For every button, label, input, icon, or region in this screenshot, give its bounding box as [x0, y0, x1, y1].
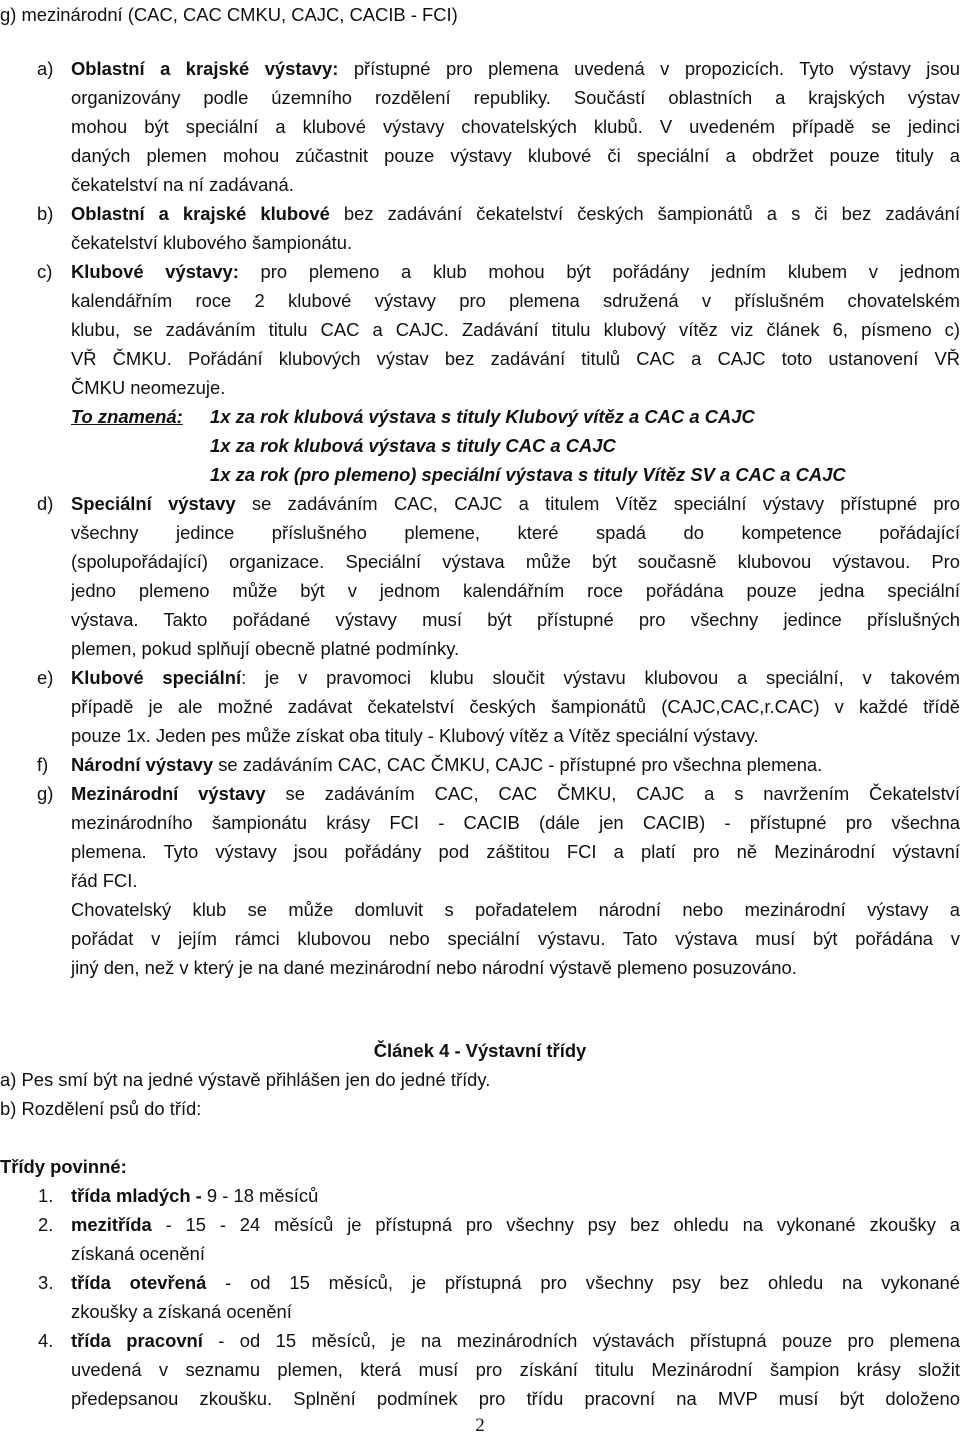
item-g-line-4: řád FCI.	[71, 870, 138, 891]
class-1-number: 1.	[38, 1185, 54, 1206]
classes-heading: Třídy povinné:	[0, 1156, 127, 1177]
class-3-line-1: třída otevřená - od 15 měsíců, je přístupná pro všechny psy bez ohledu na vykonané	[71, 1272, 960, 1293]
item-c-line-5: ČMKU neomezuje.	[71, 377, 226, 398]
item-f-line-1: Národní výstavy se zadáváním CAC, CAC ČMKU, CAJC - přístupné pro všechna plemena.	[71, 754, 823, 775]
article-point-b: b) Rozdělení psů do tříd:	[0, 1098, 202, 1119]
item-b-line-1: Oblastní a krajské klubové bez zadávání čekatelství českých šampionátů a s či bez zadávání	[71, 203, 960, 224]
item-d-line-3: (spolupořádající) organizace. Speciální výstava může být současně klubovou výstavou. Pro	[71, 551, 960, 572]
item-e-line-2: případě je ale možné zadávat čekatelství českých šampionátů (CAJC,CAC,r.CAC) v každé třídě	[71, 696, 960, 717]
class-4-line-1: třída pracovní - od 15 měsíců, je na mezinárodních výstavách přístupná pouze pro plemena	[71, 1330, 960, 1351]
item-g-line-1: Mezinárodní výstavy se zadáváním CAC, CAC ČMKU, CAJC a s navržením Čekatelství	[71, 783, 960, 804]
item-c-line-3: klubu, se zadáváním titulu CAC a CAJC. Zadávání titulu klubový vítěz viz článek 6, písmeno c)	[71, 319, 960, 340]
item-e-line-3: pouze 1x. Jeden pes může získat oba tituly - Klubový vítěz a Vítěz speciální výstavy.	[71, 725, 759, 746]
item-g-label: g)	[37, 783, 54, 804]
item-g-line-7: jiný den, než v který je na dané mezinárodní nebo národní výstavě plemeno posuzováno.	[71, 957, 797, 978]
class-3-number: 3.	[38, 1272, 54, 1293]
item-g-line-6: pořádat v jejím rámci klubovou nebo speciální výstavu. Tato výstava musí být pořádána v	[71, 928, 960, 949]
item-a-line-1: Oblastní a krajské výstavy: přístupné pro plemena uvedená v propozicích. Tyto výstavy jsou	[71, 58, 960, 79]
item-d-line-2: všechny jedince příslušného plemene, které spadá do kompetence pořádající	[71, 522, 960, 543]
item-a-line-5: čekatelství na ní zadávaná.	[71, 174, 294, 195]
item-c-note-line-1: 1x za rok klubová výstava s tituly Klubový vítěz a CAC a CAJC	[210, 406, 755, 427]
class-2-line-2: získaná ocenění	[71, 1243, 205, 1264]
item-c-line-4: VŘ ČMKU. Pořádání klubových výstav bez zadávání titulů CAC a CAJC toto ustanovení VŘ	[71, 348, 960, 369]
item-g-line-3: plemena. Tyto výstavy jsou pořádány pod záštitou FCI a platí pro ně Mezinárodní výstavní	[71, 841, 960, 862]
class-4-number: 4.	[38, 1330, 54, 1351]
item-g-line-5: Chovatelský klub se může domluvit s pořadatelem národní nebo mezinárodní výstavy a	[71, 899, 960, 920]
item-c-label: c)	[37, 261, 53, 282]
item-a-label: a)	[37, 58, 54, 79]
item-a-line-2: organizovány podle územního rozdělení republiky. Součástí oblastních a krajských výstav	[71, 87, 960, 108]
show-type-item-g: g) mezinárodní (CAC, CAC CMKU, CAJC, CACIB - FCI)	[0, 4, 458, 25]
item-d-line-6: plemen, pokud splňují obecně platné podmínky.	[71, 638, 460, 659]
page-number: 2	[475, 1415, 485, 1436]
class-2-number: 2.	[38, 1214, 54, 1235]
item-f-label: f)	[37, 754, 49, 775]
item-d-label: d)	[37, 493, 54, 514]
class-2-line-1: mezitřída - 15 - 24 měsíců je přístupná pro všechny psy bez ohledu na vykonané zkoušky a	[71, 1214, 960, 1235]
item-b-line-2: čekatelství klubového šampionátu.	[71, 232, 353, 253]
class-4-line-3: předepsanou zkoušku. Splnění podmínek pro třídu pracovní na MVP musí být doloženo	[71, 1388, 960, 1409]
class-4-line-2: uvedená v seznamu plemen, která musí pro získání titulu Mezinárodní šampion krásy složit	[71, 1359, 960, 1380]
article-point-a: a) Pes smí být na jedné výstavě přihlášen jen do jedné třídy.	[0, 1069, 491, 1090]
item-b-label: b)	[37, 203, 54, 224]
item-c-line-1: Klubové výstavy: pro plemeno a klub mohou být pořádány jedním klubem v jednom	[71, 261, 960, 282]
item-c-note-1: To znamená:	[71, 406, 183, 427]
item-e-line-1: Klubové speciální: je v pravomoci klubu sloučit výstavu klubovou a speciální, v takovém	[71, 667, 960, 688]
item-c-note-line-2: 1x za rok klubová výstava s tituly CAC a CAJC	[210, 435, 616, 456]
item-d-line-1: Speciální výstavy se zadáváním CAC, CAJC a titulem Vítěz speciální výstavy přístupné pro	[71, 493, 960, 514]
item-a-line-3: mohou být speciální a klubové výstavy chovatelských klubů. V uvedeném případě se jedinci	[71, 116, 960, 137]
item-c-note-line-3: 1x za rok (pro plemeno) speciální výstava s tituly Vítěz SV a CAC a CAJC	[210, 464, 846, 485]
item-a-line-4: daných plemen mohou zúčastnit pouze výstavy klubové či speciální a obdržet pouze tituly a	[71, 145, 960, 166]
item-d-line-5: výstava. Takto pořádané výstavy musí být přístupné pro všechny jedince příslušných	[71, 609, 960, 630]
item-d-line-4: jedno plemeno může být v jednom kalendářním roce pořádána pouze jedna speciální	[71, 580, 960, 601]
item-g-line-2: mezinárodního šampionátu krásy FCI - CACIB (dále jen CACIB) - přístupné pro všechna	[71, 812, 960, 833]
item-e-label: e)	[37, 667, 54, 688]
item-c-line-2: kalendářním roce 2 klubové výstavy pro plemena sdružená v příslušném chovatelském	[71, 290, 960, 311]
article-heading: Článek 4 - Výstavní třídy	[373, 1040, 587, 1061]
class-3-line-2: zkoušky a získaná ocenění	[71, 1301, 292, 1322]
class-1-line-1: třída mladých - 9 - 18 měsíců	[71, 1185, 319, 1206]
